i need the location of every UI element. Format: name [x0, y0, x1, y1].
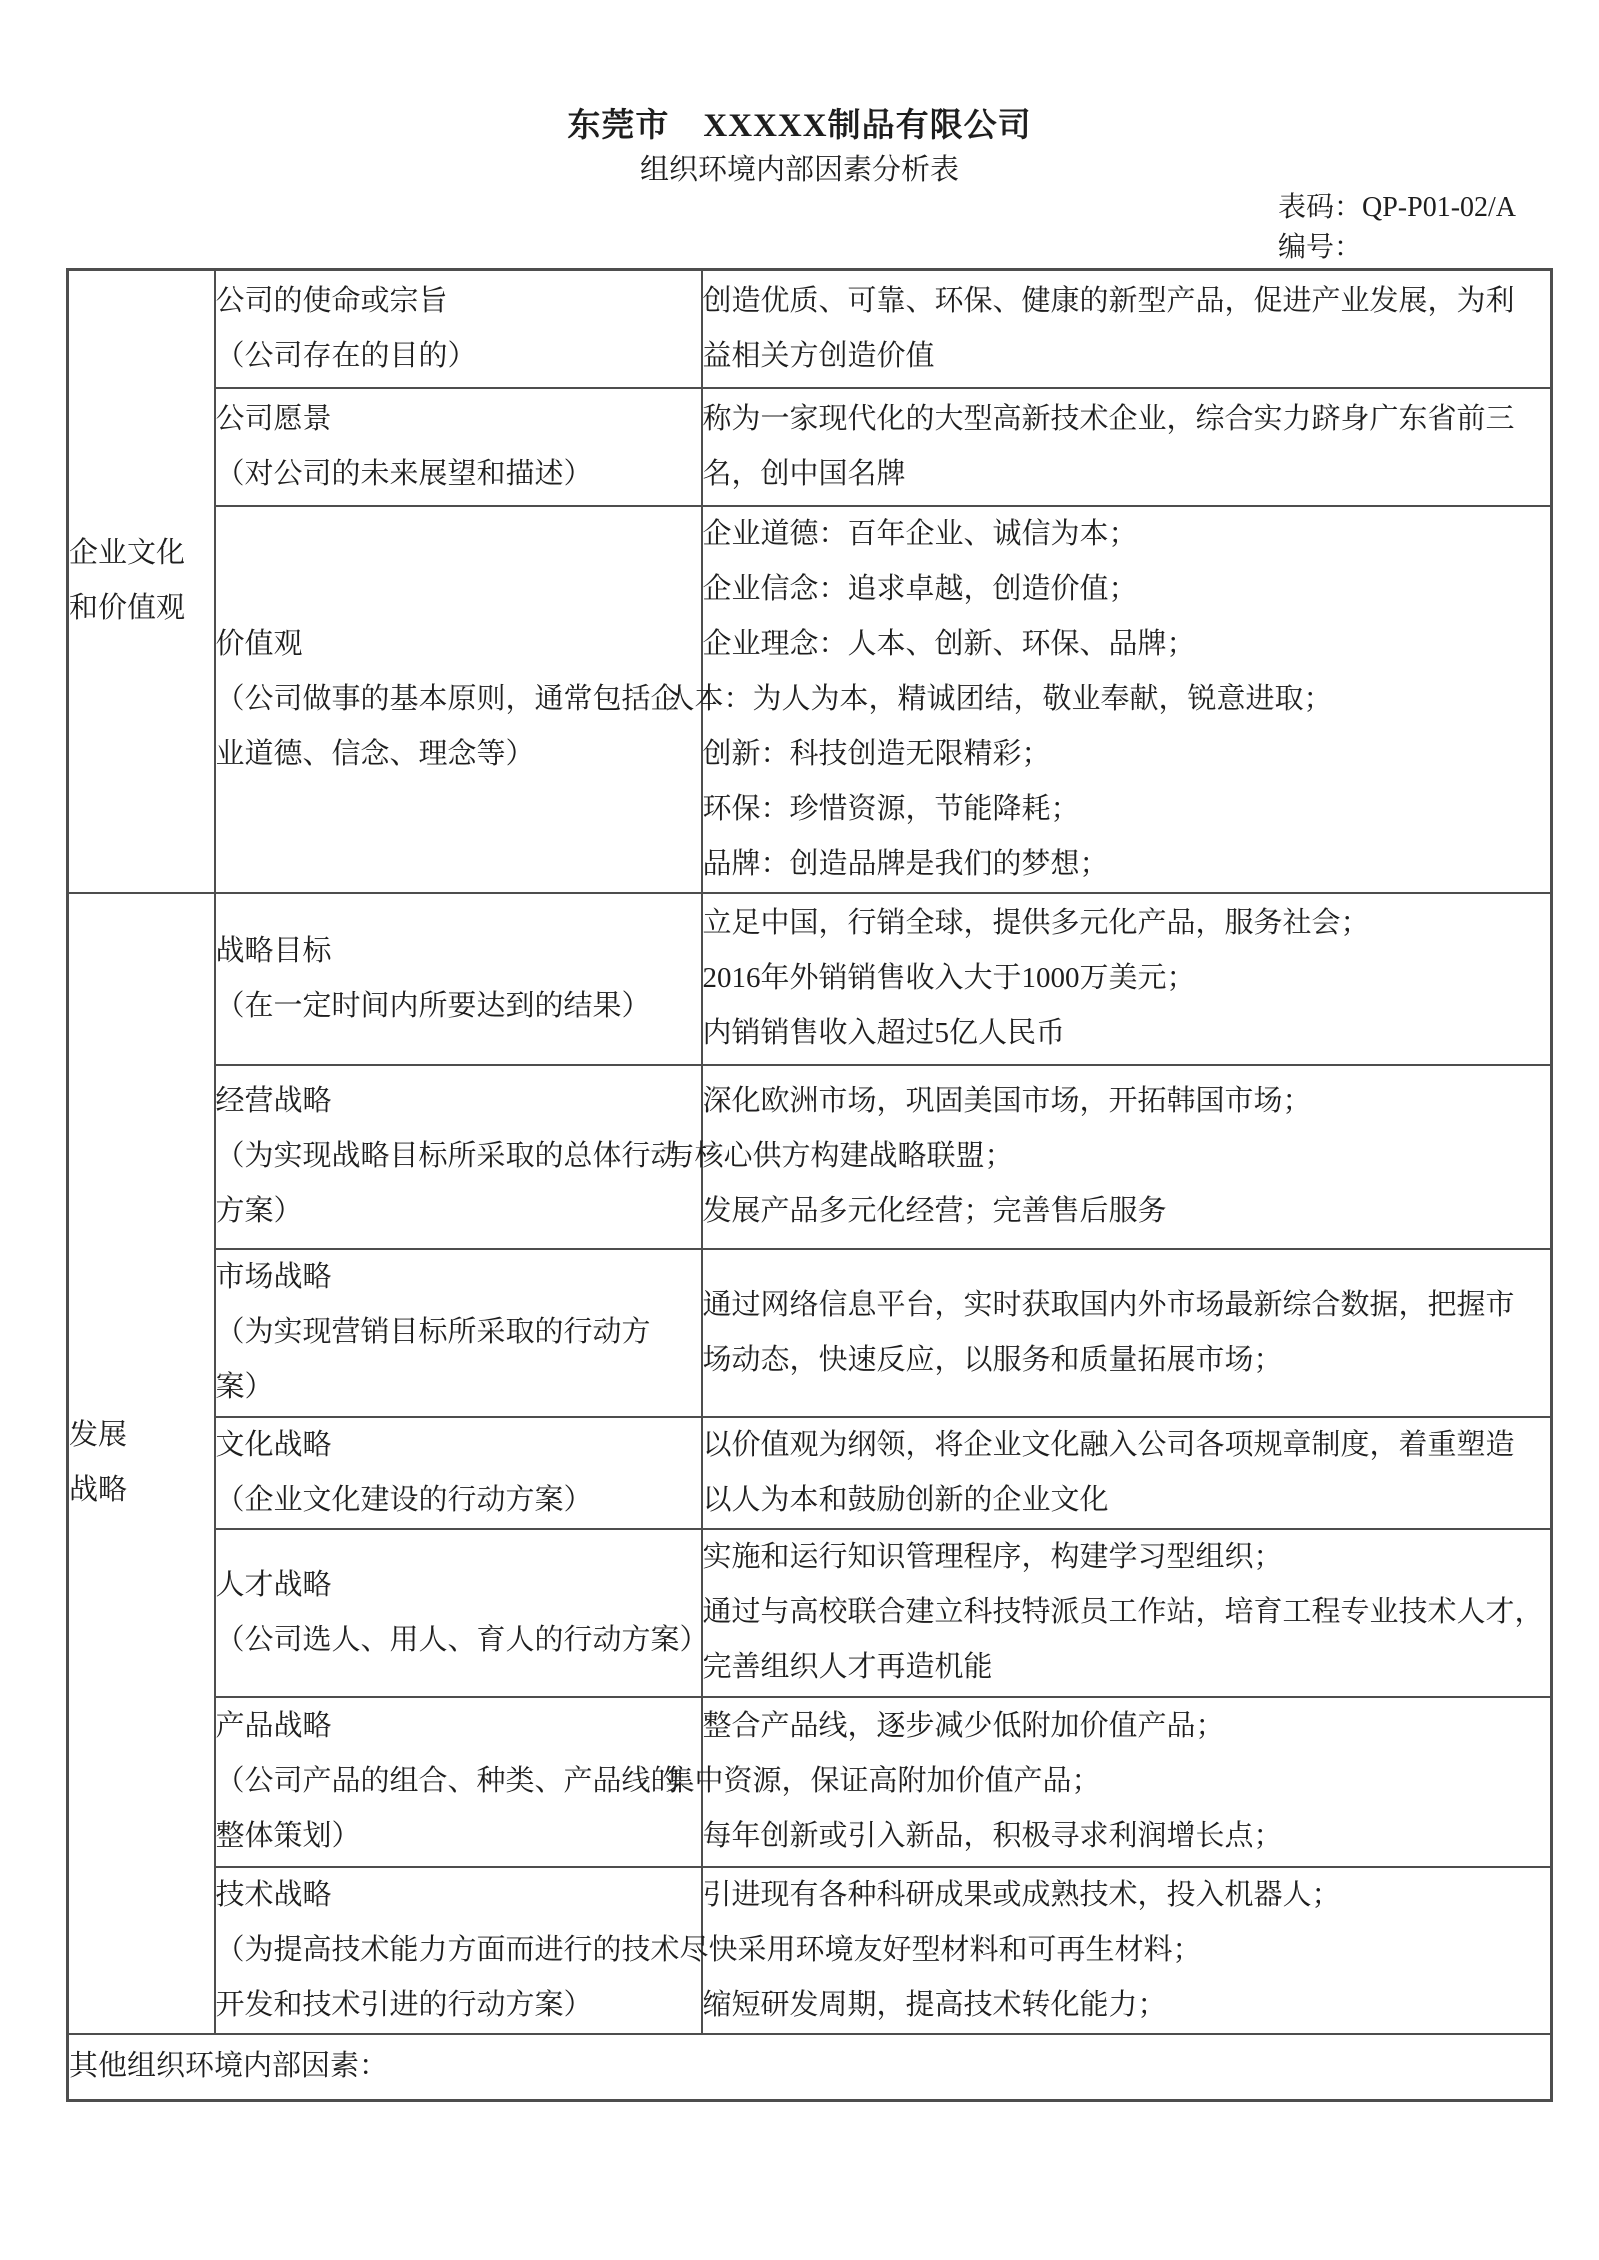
item-line: 整体策划）	[215, 1820, 361, 1852]
content-line: 深化欧洲市场，巩固美国市场，开拓韩国市场；	[702, 1085, 1312, 1117]
item-line: 公司的使命或宗旨	[215, 284, 448, 317]
group-line: 发展	[69, 1419, 128, 1451]
content-cell-mission	[702, 270, 1552, 388]
item-line: （公司做事的基本原则，通常包括企	[215, 682, 680, 715]
item-cell-strategic-goal	[215, 893, 702, 1065]
item-line: （在一定时间内所要达到的结果）	[215, 989, 651, 1022]
item-line: 市场战略	[215, 1261, 332, 1293]
item-line: 文化战略	[215, 1428, 332, 1461]
content-line: 称为一家现代化的大型高新技术企业，综合实力跻身广东省前三	[702, 402, 1515, 435]
item-cell-business-strategy	[215, 1065, 702, 1249]
content-cell-market-strategy	[702, 1249, 1552, 1417]
item-line: 方案）	[215, 1195, 303, 1227]
row-strategic-goal	[68, 893, 1552, 1065]
item-cell-talent-strategy	[215, 1529, 709, 1697]
row-culture-strategy	[68, 1417, 1552, 1529]
item-line: 开发和技术引进的行动方案）	[215, 1988, 593, 2021]
row-vision	[68, 388, 1552, 506]
item-line: 价值观	[215, 627, 303, 660]
content-line: 2016年外销销售收入大于1000万美元；	[702, 962, 1196, 994]
form-code: 表码：QP-P01-02/A	[1278, 192, 1517, 223]
item-line: 公司愿景	[215, 402, 332, 435]
item-cell-values	[215, 506, 702, 893]
item-line: （对公司的未来展望和描述）	[215, 457, 593, 490]
group-line: 战略	[69, 1474, 128, 1506]
content-line: 企业理念：人本、创新、环保、品牌；	[702, 627, 1196, 660]
content-line: 以人为本和鼓励创新的企业文化	[702, 1483, 1109, 1516]
content-cell-strategic-goal	[702, 893, 1552, 1065]
content-line: 内销销售收入超过5亿人民币	[702, 1017, 1066, 1049]
content-line: 集中资源，保证高附加价值产品；	[665, 1765, 1101, 1797]
content-line: 通过网络信息平台，实时获取国内外市场最新综合数据，把握市	[702, 1288, 1515, 1321]
content-line: 环保：珍惜资源，节能降耗；	[702, 792, 1080, 825]
content-line: 创新：科技创造无限精彩；	[702, 737, 1051, 770]
content-cell-values	[665, 506, 1552, 893]
content-line: 通过与高校联合建立科技特派员工作站，培育工程专业技术人才，	[702, 1596, 1544, 1628]
row-mission	[68, 270, 1552, 388]
content-line: 立足中国，行销全球，提供多元化产品，服务社会；	[702, 907, 1370, 939]
item-cell-vision	[215, 388, 702, 506]
item-line: （企业文化建设的行动方案）	[215, 1483, 593, 1516]
row-business-strategy	[68, 1065, 1552, 1249]
item-line: （公司选人、用人、育人的行动方案）	[215, 1623, 709, 1656]
item-line: 经营战略	[215, 1085, 332, 1117]
content-line: 尽快采用环境友好型材料和可再生材料；	[679, 1933, 1202, 1966]
doc-title: 组织环境内部因素分析表	[639, 154, 959, 186]
row-market-strategy	[68, 1249, 1552, 1417]
item-line: （为提高技术能力方面而进行的技术	[215, 1933, 680, 1966]
content-line: 发展产品多元化经营；完善售后服务	[702, 1195, 1167, 1227]
item-line: （为实现战略目标所采取的总体行动	[215, 1140, 680, 1172]
analysis-table	[66, 268, 1553, 2102]
item-line: 案）	[215, 1371, 274, 1403]
item-cell-technology-strategy	[215, 1867, 702, 2034]
group-cell-development-strategy	[68, 893, 215, 2034]
other-factors-cell	[68, 2034, 1552, 2101]
item-line: （公司产品的组合、种类、产品线的	[215, 1765, 680, 1797]
row-product-strategy	[68, 1697, 1552, 1867]
row-talent-strategy	[68, 1529, 1552, 1697]
item-line: （公司存在的目的）	[215, 339, 477, 372]
content-line: 引进现有各种科研成果或成熟技术，投入机器人；	[702, 1878, 1341, 1911]
content-line: 每年创新或引入新品，积极寻求利润增长点；	[702, 1820, 1283, 1852]
item-line: 业道德、信念、理念等）	[215, 737, 535, 770]
content-line: 品牌：创造品牌是我们的梦想；	[702, 847, 1109, 880]
group-line: 和价值观	[69, 592, 186, 625]
content-line: 以价值观为纲领，将企业文化融入公司各项规章制度，着重塑造	[702, 1428, 1515, 1461]
item-line: 技术战略	[215, 1878, 332, 1911]
item-cell-market-strategy	[215, 1249, 702, 1417]
row-values	[68, 506, 1552, 893]
item-line: （为实现营销目标所采取的行动方	[215, 1316, 651, 1348]
item-line: 战略目标	[215, 934, 332, 967]
item-cell-culture-strategy	[215, 1417, 702, 1529]
company-title: 东莞市 XXXXX制品有限公司	[567, 108, 1032, 144]
content-cell-vision	[702, 388, 1552, 506]
content-line: 企业信念：追求卓越，创造价值；	[702, 572, 1138, 605]
content-line: 名，创中国名牌	[702, 457, 906, 490]
content-cell-business-strategy	[665, 1065, 1552, 1249]
other-factors-label: 其他组织环境内部因素：	[69, 2050, 389, 2082]
form-meta	[1278, 188, 1516, 268]
row-technology-strategy	[68, 1867, 1552, 2034]
content-cell-talent-strategy	[702, 1529, 1552, 1697]
item-line: 人才战略	[215, 1568, 332, 1601]
serial-no: 编号：	[1278, 232, 1363, 263]
content-line: 完善组织人才再造机能	[702, 1651, 993, 1683]
content-line: 与核心供方构建战略联盟；	[665, 1140, 1014, 1172]
content-line: 场动态，快速反应，以服务和质量拓展市场；	[702, 1343, 1283, 1376]
content-line: 缩短研发周期，提高技术转化能力；	[702, 1988, 1167, 2021]
group-line: 企业文化	[69, 537, 186, 570]
content-cell-culture-strategy	[702, 1417, 1552, 1529]
content-cell-technology-strategy	[679, 1867, 1552, 2034]
content-line: 创造优质、可靠、环保、健康的新型产品，促进产业发展，为利	[702, 284, 1515, 317]
content-line: 整合产品线，逐步减少低附加价值产品；	[702, 1710, 1225, 1742]
item-line: 产品战略	[215, 1710, 332, 1742]
content-cell-product-strategy	[665, 1697, 1552, 1867]
item-cell-mission	[215, 270, 702, 388]
content-line: 益相关方创造价值	[702, 339, 935, 372]
group-cell-culture-values	[68, 270, 215, 893]
content-line: 企业道德：百年企业、诚信为本；	[702, 517, 1138, 550]
item-cell-product-strategy	[215, 1697, 702, 1867]
row-other-factors	[68, 2034, 1552, 2101]
content-line: 实施和运行知识管理程序，构建学习型组织；	[702, 1541, 1283, 1573]
content-line: 人本：为人为本，精诚团结，敬业奉献，锐意进取；	[665, 682, 1333, 715]
